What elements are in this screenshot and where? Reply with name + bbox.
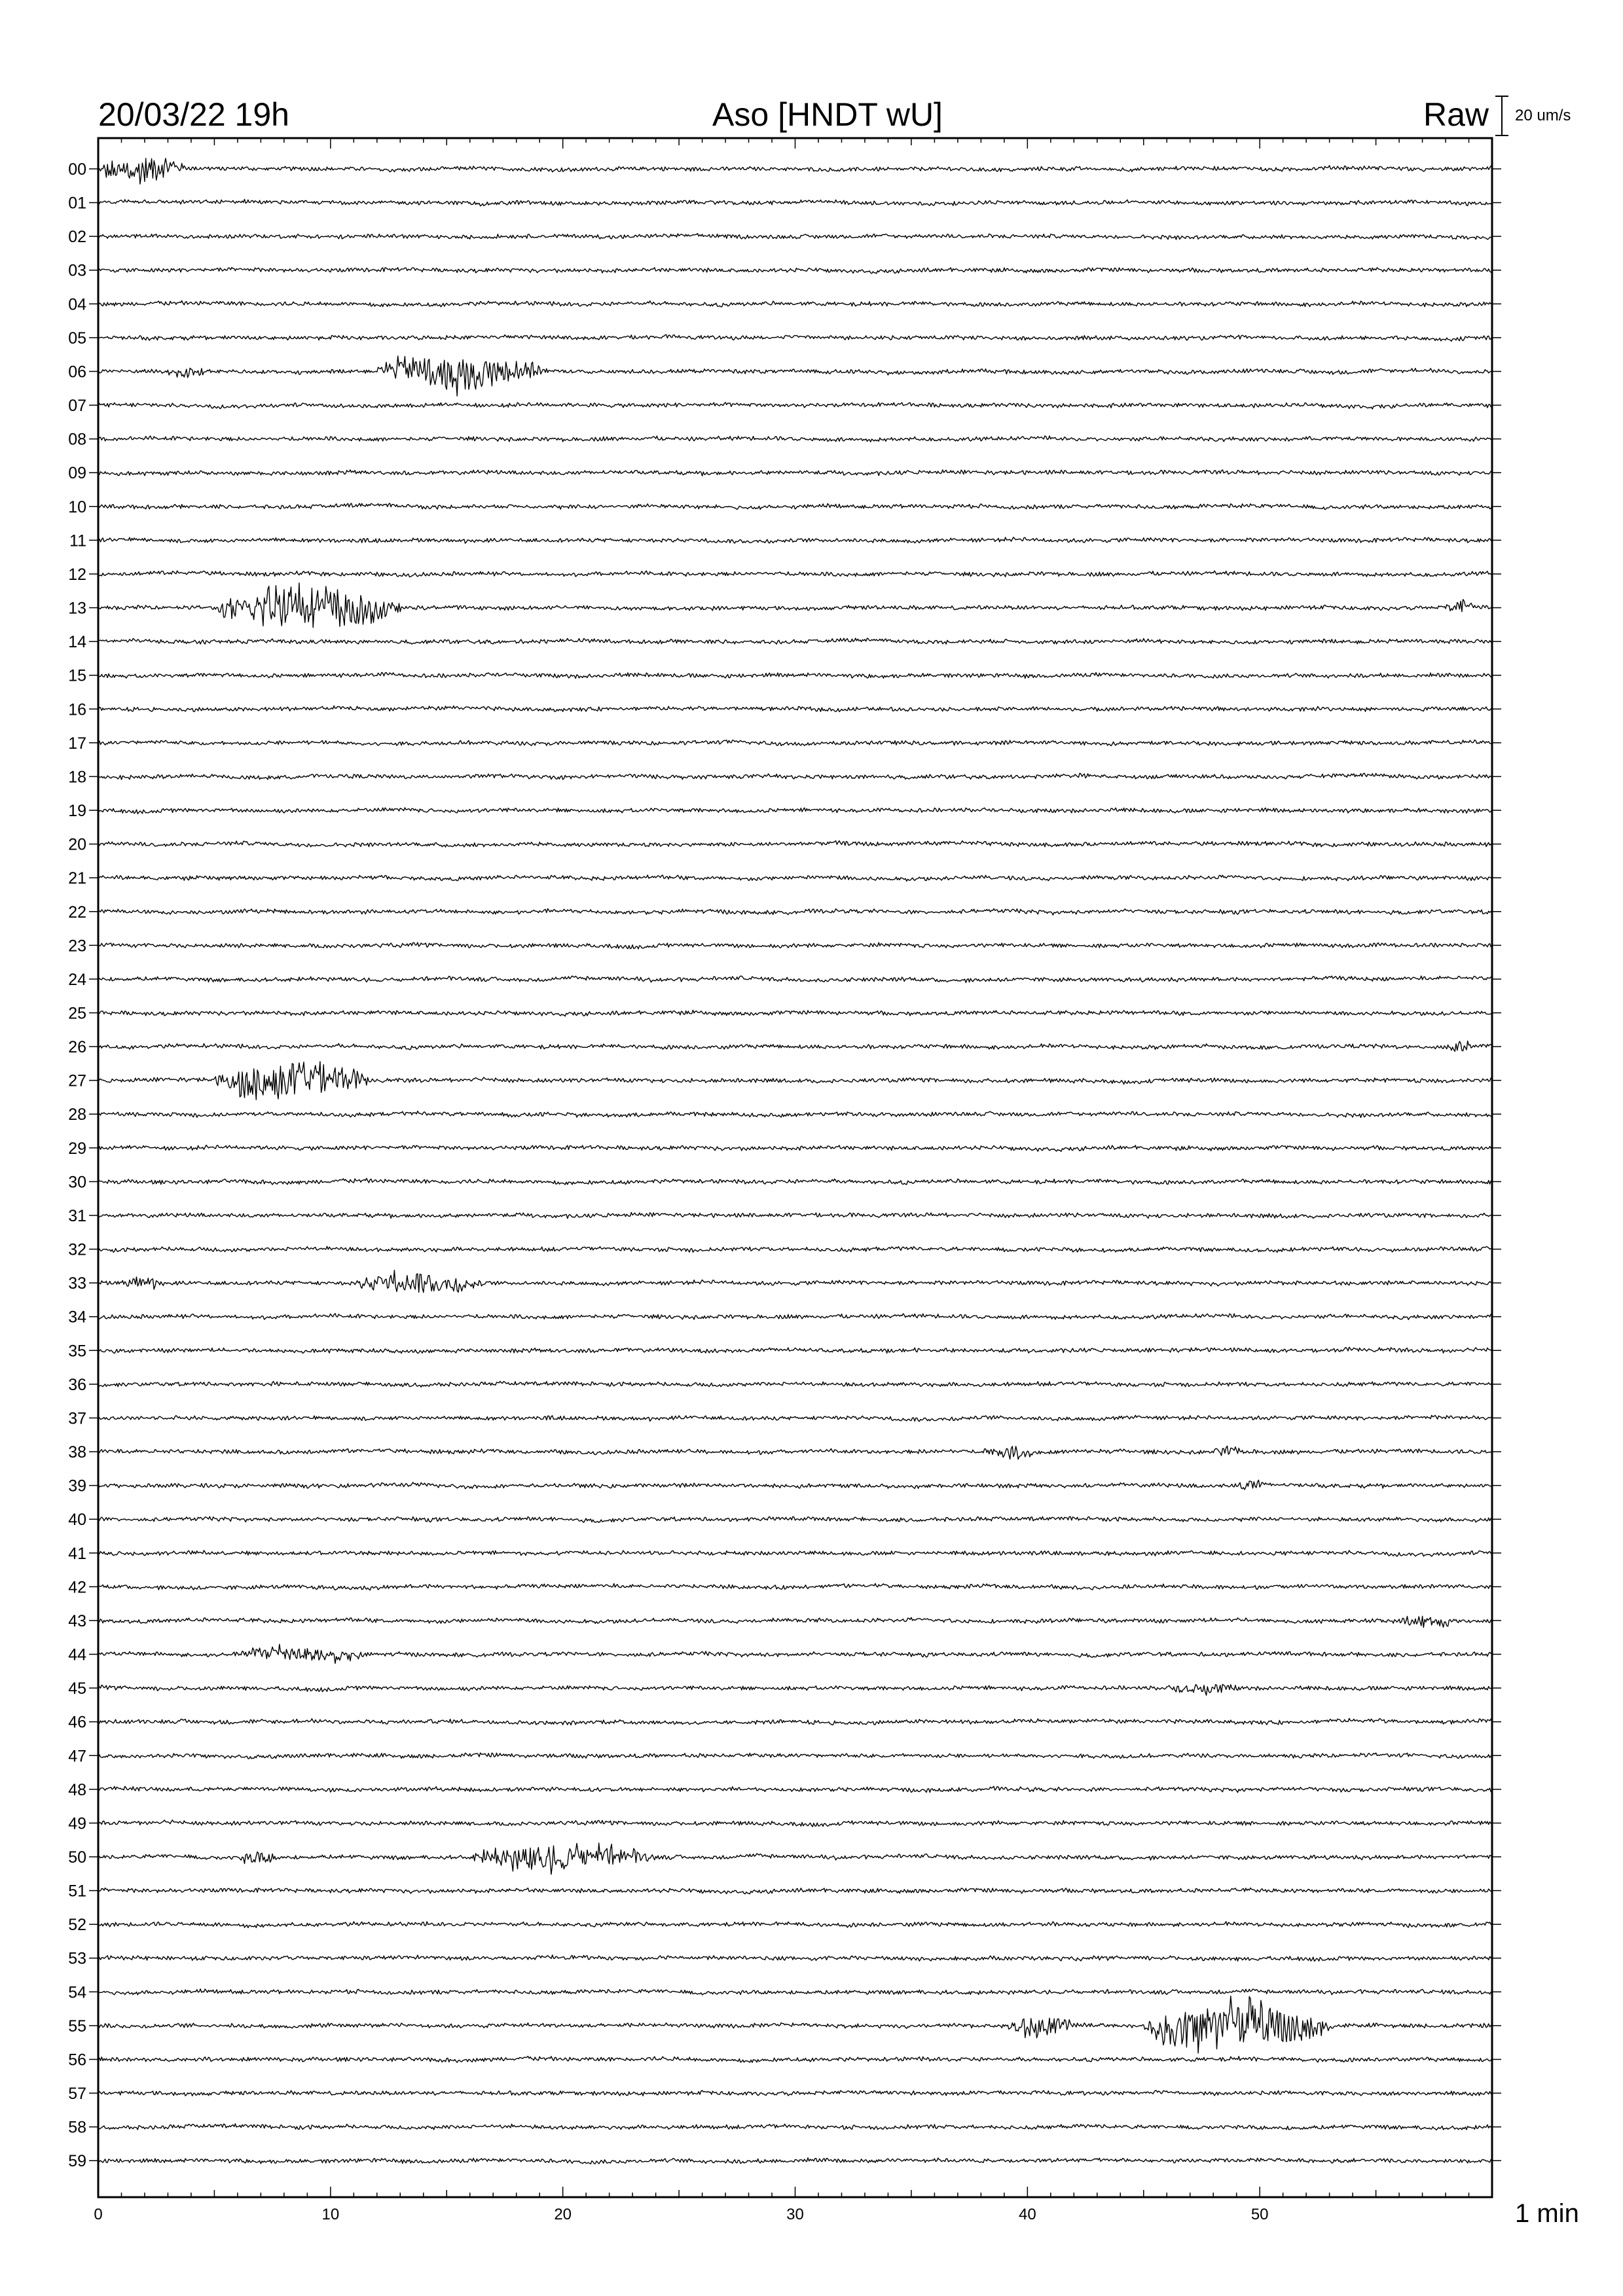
- row-label: 18: [68, 768, 86, 787]
- row-label: 23: [68, 937, 86, 956]
- header-mode: Raw: [1423, 96, 1489, 133]
- x-axis-unit-label: 1 min: [1515, 2199, 1579, 2228]
- row-label: 13: [68, 599, 86, 618]
- row-label: 36: [68, 1375, 86, 1394]
- row-label: 56: [68, 2051, 86, 2070]
- row-label: 39: [68, 1477, 86, 1496]
- x-tick-label: 50: [1250, 2206, 1269, 2223]
- row-label: 25: [68, 1004, 86, 1023]
- row-label: 30: [68, 1173, 86, 1192]
- row-label: 32: [68, 1240, 86, 1259]
- row-label: 31: [68, 1206, 86, 1225]
- row-label: 27: [68, 1071, 86, 1090]
- row-label: 34: [68, 1308, 86, 1327]
- row-label: 10: [68, 497, 86, 516]
- row-label: 45: [68, 1679, 86, 1698]
- row-label: 38: [68, 1443, 86, 1462]
- row-label: 59: [68, 2152, 86, 2171]
- row-label: 26: [68, 1038, 86, 1057]
- row-label: 03: [68, 261, 86, 280]
- row-label: 09: [68, 464, 86, 483]
- row-label: 24: [68, 970, 86, 989]
- scale-bar-label: 20 um/s: [1515, 107, 1571, 124]
- row-label: 29: [68, 1139, 86, 1158]
- row-label: 14: [68, 633, 86, 652]
- row-label: 15: [68, 666, 86, 685]
- row-label: 04: [68, 295, 86, 314]
- row-label: 52: [68, 1916, 86, 1935]
- row-label: 28: [68, 1105, 86, 1124]
- row-label: 43: [68, 1611, 86, 1630]
- row-label: 46: [68, 1713, 86, 1732]
- row-label: 40: [68, 1511, 86, 1530]
- row-label: 49: [68, 1814, 86, 1833]
- row-label: 05: [68, 329, 86, 348]
- row-label: 00: [68, 160, 86, 179]
- row-label: 02: [68, 228, 86, 247]
- row-label: 35: [68, 1342, 86, 1361]
- row-label: 12: [68, 565, 86, 584]
- row-label: 33: [68, 1274, 86, 1293]
- row-label: 19: [68, 802, 86, 821]
- row-label: 20: [68, 835, 86, 854]
- row-label: 41: [68, 1544, 86, 1563]
- row-label: 16: [68, 700, 86, 719]
- row-label: 58: [68, 2118, 86, 2137]
- row-label: 06: [68, 363, 86, 382]
- row-label: 51: [68, 1882, 86, 1901]
- row-label: 08: [68, 430, 86, 449]
- row-label: 21: [68, 869, 86, 888]
- x-tick-label: 20: [554, 2206, 572, 2223]
- row-label: 22: [68, 903, 86, 922]
- x-tick-label: 30: [786, 2206, 804, 2223]
- row-label: 44: [68, 1645, 86, 1664]
- row-label: 50: [68, 1848, 86, 1867]
- row-label: 53: [68, 1949, 86, 1968]
- row-label: 07: [68, 397, 86, 416]
- header-station-title: Aso [HNDT wU]: [712, 96, 943, 133]
- header-datetime: 20/03/22 19h: [98, 96, 289, 133]
- row-label: 55: [68, 2017, 86, 2036]
- x-tick-label: 0: [94, 2206, 103, 2223]
- row-label: 11: [69, 531, 86, 550]
- row-label: 42: [68, 1578, 86, 1597]
- row-label: 54: [68, 1983, 86, 2002]
- x-tick-label: 10: [321, 2206, 340, 2223]
- row-label: 37: [68, 1409, 86, 1428]
- row-label: 01: [68, 194, 86, 213]
- x-tick-label: 40: [1018, 2206, 1036, 2223]
- row-label: 47: [68, 1747, 86, 1766]
- row-label: 17: [68, 734, 86, 753]
- row-label: 48: [68, 1780, 86, 1799]
- row-label: 57: [68, 2085, 86, 2104]
